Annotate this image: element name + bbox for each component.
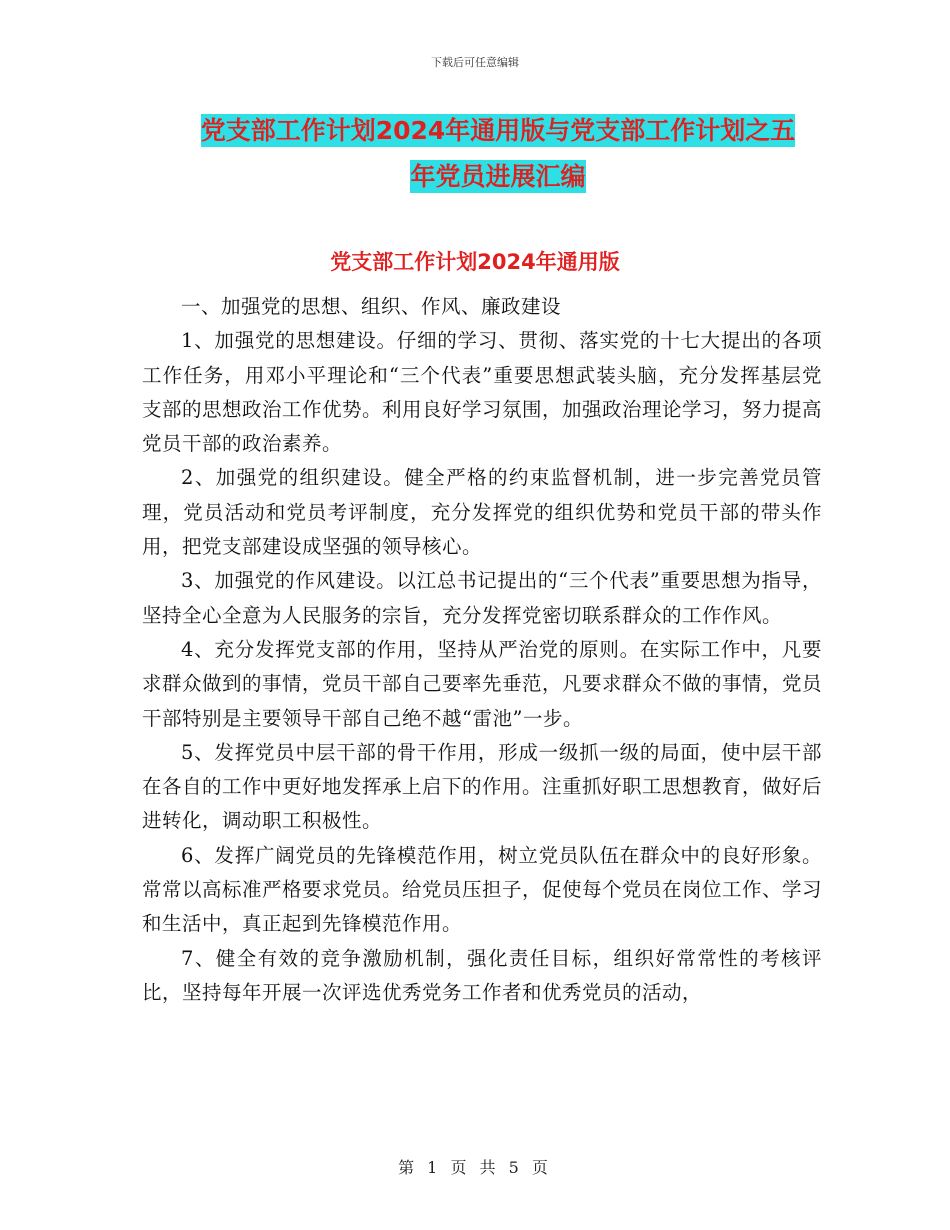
section-title: 党支部工作计划2024年通用版 xyxy=(330,250,620,274)
paragraph-7: 7、健全有效的竞争激励机制，强化责任目标，组织好常常性的考核评比，坚持每年开展一次评选优秀党务工作者和优秀党员的活动， xyxy=(142,946,822,1004)
paragraph-heading: 一、加强党的思想、组织、作风、廉政建设 xyxy=(181,295,562,318)
paragraph-5: 5、发挥党员中层干部的骨干作用，形成一级抓一级的局面，使中层干部在各自的工作中更好地发挥承上启下的作用。注重抓好职工思想教育，做好后进转化，调动职工积极性。 xyxy=(142,740,823,833)
paragraph-4: 4、充分发挥党支部的作用，坚持从严治党的原则。在实际工作中，凡要求群众做到的事情，党员干部自己要率先垂范，凡要求群众不做的事情，党员干部特别是主要领导干部自己绝不越“雷池”一步。 xyxy=(142,637,823,730)
title-line-1: 党支部工作计划2024年通用版与党支部工作计划之五 xyxy=(200,116,796,145)
page-number-footer: 第 1 页 共 5 页 xyxy=(398,1158,552,1177)
document-title xyxy=(140,108,856,200)
paragraph-1: 1、加强党的思想建设。仔细的学习、贯彻、落实党的十七大提出的各项工作任务，用邓小平理论和“三个代表”重要思想武装头脑，充分发挥基层党支部的思想政治工作优势。利用良好学习氛围，加强政治理论学习，努力提高党员干部的政治素养。 xyxy=(142,329,823,456)
paragraph-3: 3、加强党的作风建设。以江总书记提出的“三个代表”重要思想为指导，坚持全心全意为人民服务的宗旨，充分发挥党密切联系群众的工作作风。 xyxy=(142,569,822,627)
title-line-2: 年党员进展汇编 xyxy=(410,162,586,191)
paragraph-6: 6、发挥广阔党员的先锋模范作用，树立党员队伍在群众中的良好形象。常常以高标准严格要求党员。给党员压担子，促使每个党员在岗位工作、学习和生活中，真正起到先锋模范作用。 xyxy=(142,843,823,936)
header-note: 下载后可任意编辑 xyxy=(431,56,519,69)
body-text xyxy=(142,290,822,1010)
paragraph-2: 2、加强党的组织建设。健全严格的约束监督机制，进一步完善党员管理，党员活动和党员考评制度，充分发挥党的组织优势和党员干部的带头作用，把党支部建设成坚强的领导核心。 xyxy=(142,466,822,559)
